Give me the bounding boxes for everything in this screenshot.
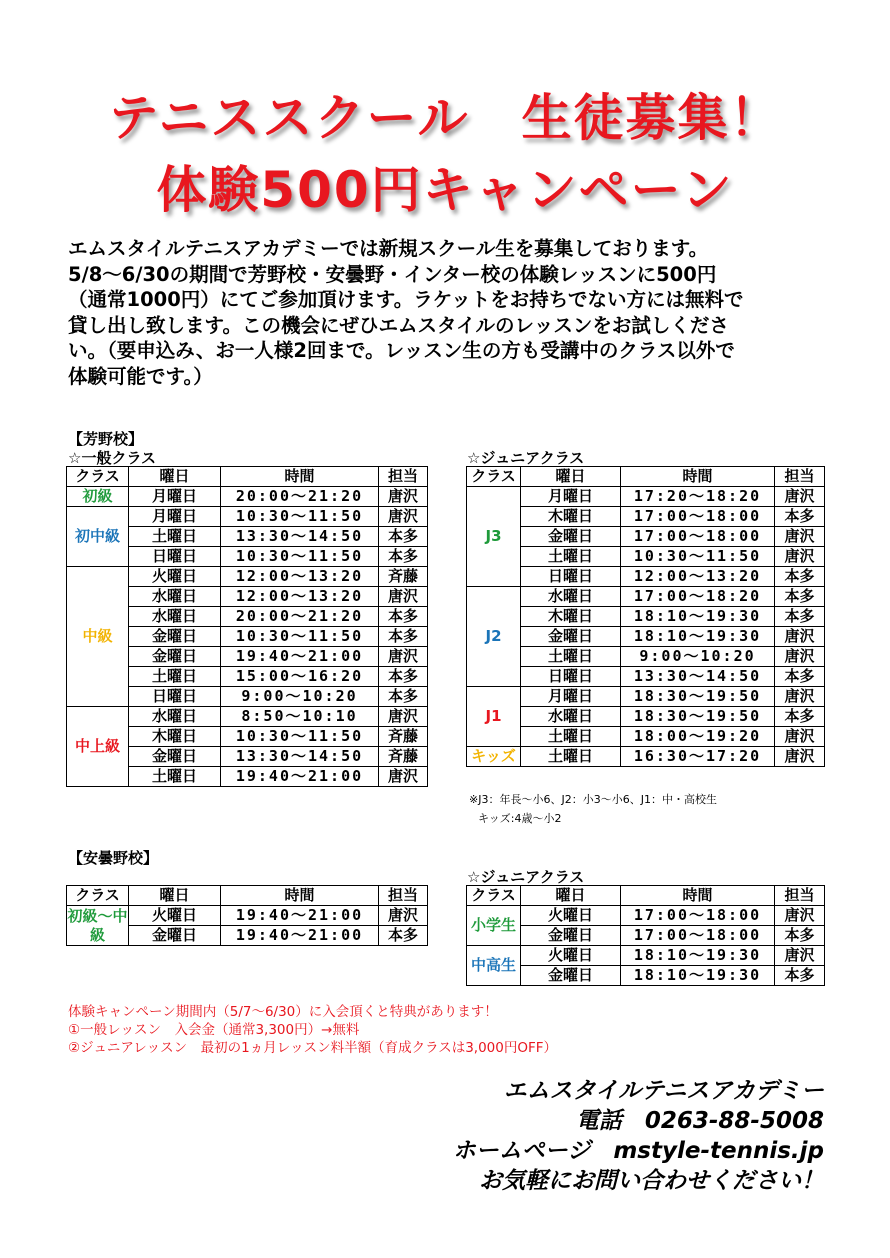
day-cell: 水曜日 — [129, 607, 221, 627]
header-coach: 担当 — [379, 467, 428, 487]
coach-cell: 本多 — [379, 687, 428, 707]
coach-cell: 唐沢 — [379, 487, 428, 507]
time-cell: 15:00～16:20 — [221, 667, 379, 687]
day-cell: 月曜日 — [521, 487, 621, 507]
azumino-heading: 【安曇野校】 — [68, 849, 159, 867]
coach-cell: 本多 — [775, 587, 825, 607]
coach-cell: 唐沢 — [379, 507, 428, 527]
header-class: クラス — [467, 886, 521, 906]
coach-cell: 唐沢 — [775, 946, 825, 966]
time-cell: 18:10～19:30 — [621, 946, 775, 966]
time-cell: 9:00～10:20 — [621, 647, 775, 667]
time-cell: 17:00～18:00 — [621, 527, 775, 547]
class-level: 初中級 — [67, 507, 129, 567]
day-cell: 月曜日 — [129, 507, 221, 527]
coach-cell: 唐沢 — [775, 727, 825, 747]
time-cell: 18:00～19:20 — [621, 727, 775, 747]
table-row — [467, 667, 825, 687]
class-level: 中級 — [67, 567, 129, 707]
class-level: 中高生 — [467, 946, 521, 986]
coach-cell: 本多 — [775, 667, 825, 687]
coach-cell: 本多 — [379, 926, 428, 946]
time-cell: 12:00～13:20 — [621, 567, 775, 587]
day-cell: 土曜日 — [521, 547, 621, 567]
coach-cell: 本多 — [379, 527, 428, 547]
day-cell: 土曜日 — [129, 527, 221, 547]
table-row — [467, 906, 825, 926]
day-cell: 日曜日 — [129, 547, 221, 567]
header-coach: 担当 — [775, 467, 825, 487]
header-class: クラス — [467, 467, 521, 487]
coach-cell: 本多 — [379, 547, 428, 567]
time-cell: 10:30～11:50 — [221, 727, 379, 747]
time-cell: 8:50～10:10 — [221, 707, 379, 727]
table-row — [467, 527, 825, 547]
class-level: 初級～中級 — [67, 906, 128, 944]
time-cell: 16:30～17:20 — [621, 747, 775, 767]
header-day: 曜日 — [129, 886, 221, 906]
time-cell: 13:30～14:50 — [621, 667, 775, 687]
coach-cell: 唐沢 — [775, 627, 825, 647]
time-cell: 19:40～21:00 — [221, 767, 379, 787]
table-row — [467, 587, 825, 607]
coach-cell: 唐沢 — [775, 647, 825, 667]
day-cell: 水曜日 — [521, 707, 621, 727]
day-cell: 水曜日 — [521, 587, 621, 607]
table-row — [467, 946, 825, 966]
table-header-row — [67, 886, 428, 906]
time-cell: 20:00～21:20 — [221, 487, 379, 507]
coach-cell: 唐沢 — [379, 587, 428, 607]
time-cell: 18:30～19:50 — [621, 707, 775, 727]
day-cell: 金曜日 — [521, 966, 621, 986]
table-row — [467, 727, 825, 747]
table-row — [467, 707, 825, 727]
coach-cell: 唐沢 — [775, 487, 825, 507]
table-row — [467, 747, 825, 767]
title-line-2: 体験500円キャンペーン — [156, 161, 734, 219]
intro-line: 体験可能です。） — [68, 364, 213, 388]
header-class: クラス — [67, 467, 129, 487]
coach-cell: 唐沢 — [775, 906, 825, 926]
coach-cell: 唐沢 — [379, 767, 428, 787]
azumino-junior-table — [466, 885, 825, 986]
title-line-1: テニススクール 生徒募集！ — [108, 89, 782, 147]
table-row — [467, 507, 825, 527]
day-cell: 土曜日 — [129, 767, 221, 787]
time-cell: 9:00～10:20 — [221, 687, 379, 707]
day-cell: 金曜日 — [129, 647, 221, 667]
header-day: 曜日 — [521, 467, 621, 487]
table-header-row — [467, 886, 825, 906]
table-row — [467, 567, 825, 587]
day-cell: 火曜日 — [129, 906, 221, 926]
table-row — [67, 487, 428, 507]
coach-cell: 唐沢 — [379, 707, 428, 727]
day-cell: 火曜日 — [521, 906, 621, 926]
table-header-row — [67, 467, 428, 487]
intro-line: （通常1000円）にてご参加頂けます。ラケットをお持ちでない方には無料で — [68, 288, 744, 311]
day-cell: 土曜日 — [521, 747, 621, 767]
table-row — [67, 707, 428, 727]
table-row — [467, 547, 825, 567]
coach-cell: 本多 — [775, 966, 825, 986]
table-row — [467, 687, 825, 707]
campaign-benefits — [68, 1003, 557, 1057]
coach-cell: 唐沢 — [379, 906, 428, 926]
coach-cell: 唐沢 — [775, 687, 825, 707]
time-cell: 19:40～21:00 — [221, 906, 379, 926]
phone-number: 電話 0263-88-5008 — [575, 1108, 824, 1134]
intro-line: い。（要申込み、お一人様2回まで。レッスン生の方も受講中のクラス以外で — [68, 339, 735, 362]
coach-cell: 唐沢 — [775, 747, 825, 767]
day-cell: 月曜日 — [521, 687, 621, 707]
intro-line: 5/8～6/30の期間で芳野校・安曇野・インター校の体験レッスンに500円 — [68, 262, 717, 286]
time-cell: 12:00～13:20 — [221, 587, 379, 607]
coach-cell: 斉藤 — [379, 727, 428, 747]
day-cell: 金曜日 — [129, 926, 221, 946]
header-coach: 担当 — [775, 886, 825, 906]
class-level: 中上級 — [67, 707, 129, 787]
kids-age-note: キッズ:4歳～小2 — [478, 812, 562, 825]
coach-cell: 本多 — [775, 926, 825, 946]
day-cell: 土曜日 — [129, 667, 221, 687]
time-cell: 18:10～19:30 — [621, 607, 775, 627]
intro-line: 貸し出し致します。この機会にぜひエムスタイルのレッスンをお試しくださ — [68, 313, 729, 337]
class-level: J2 — [467, 587, 521, 687]
homepage-url: ホームページ mstyle-tennis.jp — [452, 1138, 824, 1164]
table-row — [467, 926, 825, 946]
contact-info — [453, 1076, 824, 1196]
time-cell: 13:30～14:50 — [221, 747, 379, 767]
class-level: J1 — [467, 687, 521, 747]
time-cell: 18:10～19:30 — [621, 627, 775, 647]
coach-cell: 本多 — [775, 707, 825, 727]
time-cell: 12:00～13:20 — [221, 567, 379, 587]
coach-cell: 唐沢 — [775, 547, 825, 567]
academy-name: エムスタイルテニスアカデミー — [503, 1078, 824, 1104]
day-cell: 水曜日 — [129, 707, 221, 727]
table-row — [467, 647, 825, 667]
time-cell: 19:40～21:00 — [221, 647, 379, 667]
time-cell: 19:40～21:00 — [221, 926, 379, 946]
day-cell: 日曜日 — [521, 567, 621, 587]
time-cell: 20:00～21:20 — [221, 607, 379, 627]
benefit-line: ①一般レッスン 入会金（通常3,300円）→無料 — [68, 1022, 360, 1038]
day-cell: 日曜日 — [521, 667, 621, 687]
coach-cell: 斉藤 — [379, 747, 428, 767]
coach-cell: 本多 — [775, 607, 825, 627]
yoshino-junior-table — [466, 466, 825, 767]
time-cell: 17:00～18:00 — [621, 507, 775, 527]
coach-cell: 斉藤 — [379, 567, 428, 587]
time-cell: 17:00～18:20 — [621, 587, 775, 607]
yoshino-general-heading: ☆一般クラス — [68, 449, 156, 467]
day-cell: 土曜日 — [521, 727, 621, 747]
header-time: 時間 — [621, 467, 775, 487]
time-cell: 10:30～11:50 — [221, 547, 379, 567]
time-cell: 10:30～11:50 — [221, 507, 379, 527]
intro-line: エムスタイルテニスアカデミーでは新規スクール生を募集しております。 — [68, 237, 709, 260]
day-cell: 土曜日 — [521, 647, 621, 667]
time-cell: 18:30～19:50 — [621, 687, 775, 707]
class-level: J3 — [467, 487, 521, 587]
day-cell: 木曜日 — [521, 607, 621, 627]
table-row — [67, 507, 428, 527]
day-cell: 金曜日 — [129, 747, 221, 767]
table-row — [67, 906, 428, 926]
intro-text — [68, 236, 838, 389]
yoshino-heading: 【芳野校】 — [68, 430, 144, 448]
time-cell: 17:00～18:00 — [621, 906, 775, 926]
benefit-line: ②ジュニアレッスン 最初の1ヵ月レッスン料半額（育成クラスは3,000円OFF） — [68, 1040, 558, 1056]
table-row — [467, 627, 825, 647]
coach-cell: 唐沢 — [379, 647, 428, 667]
header-time: 時間 — [221, 886, 379, 906]
day-cell: 火曜日 — [521, 946, 621, 966]
day-cell: 火曜日 — [129, 567, 221, 587]
benefit-line: 体験キャンペーン期間内（5/7～6/30）に入会頂くと特典があります！ — [68, 1004, 498, 1020]
time-cell: 17:00～18:00 — [621, 926, 775, 946]
yoshino-junior-heading: ☆ジュニアクラス — [467, 449, 585, 467]
azumino-junior-heading: ☆ジュニアクラス — [467, 868, 585, 886]
azumino-general-table — [66, 885, 428, 946]
time-cell: 10:30～11:50 — [221, 627, 379, 647]
table-row — [67, 567, 428, 587]
day-cell: 金曜日 — [129, 627, 221, 647]
header-day: 曜日 — [521, 886, 621, 906]
day-cell: 金曜日 — [521, 926, 621, 946]
junior-age-note: ※J3：年長～小6、J2：小3～小6、J1：中・高校生 — [469, 793, 717, 806]
coach-cell: 本多 — [379, 627, 428, 647]
coach-cell: 本多 — [775, 507, 825, 527]
time-cell: 17:20～18:20 — [621, 487, 775, 507]
header-coach: 担当 — [379, 886, 428, 906]
coach-cell: 本多 — [775, 567, 825, 587]
day-cell: 金曜日 — [521, 627, 621, 647]
time-cell: 13:30～14:50 — [221, 527, 379, 547]
day-cell: 木曜日 — [521, 507, 621, 527]
day-cell: 金曜日 — [521, 527, 621, 547]
class-level: 初級 — [67, 487, 129, 507]
header-class: クラス — [67, 886, 129, 906]
closing-message: お気軽にお問い合わせください！ — [479, 1168, 824, 1194]
header-time: 時間 — [621, 886, 775, 906]
day-cell: 月曜日 — [129, 487, 221, 507]
table-row — [467, 487, 825, 507]
yoshino-general-table — [66, 466, 428, 787]
day-cell: 水曜日 — [129, 587, 221, 607]
header-time: 時間 — [221, 467, 379, 487]
class-level: キッズ — [467, 747, 521, 767]
table-header-row — [467, 467, 825, 487]
table-row — [467, 607, 825, 627]
day-cell: 木曜日 — [129, 727, 221, 747]
day-cell: 日曜日 — [129, 687, 221, 707]
time-cell: 10:30～11:50 — [621, 547, 775, 567]
coach-cell: 本多 — [379, 607, 428, 627]
coach-cell: 本多 — [379, 667, 428, 687]
coach-cell: 唐沢 — [775, 527, 825, 547]
table-row — [467, 966, 825, 986]
header-day: 曜日 — [129, 467, 221, 487]
class-level: 小学生 — [467, 906, 521, 946]
time-cell: 18:10～19:30 — [621, 966, 775, 986]
